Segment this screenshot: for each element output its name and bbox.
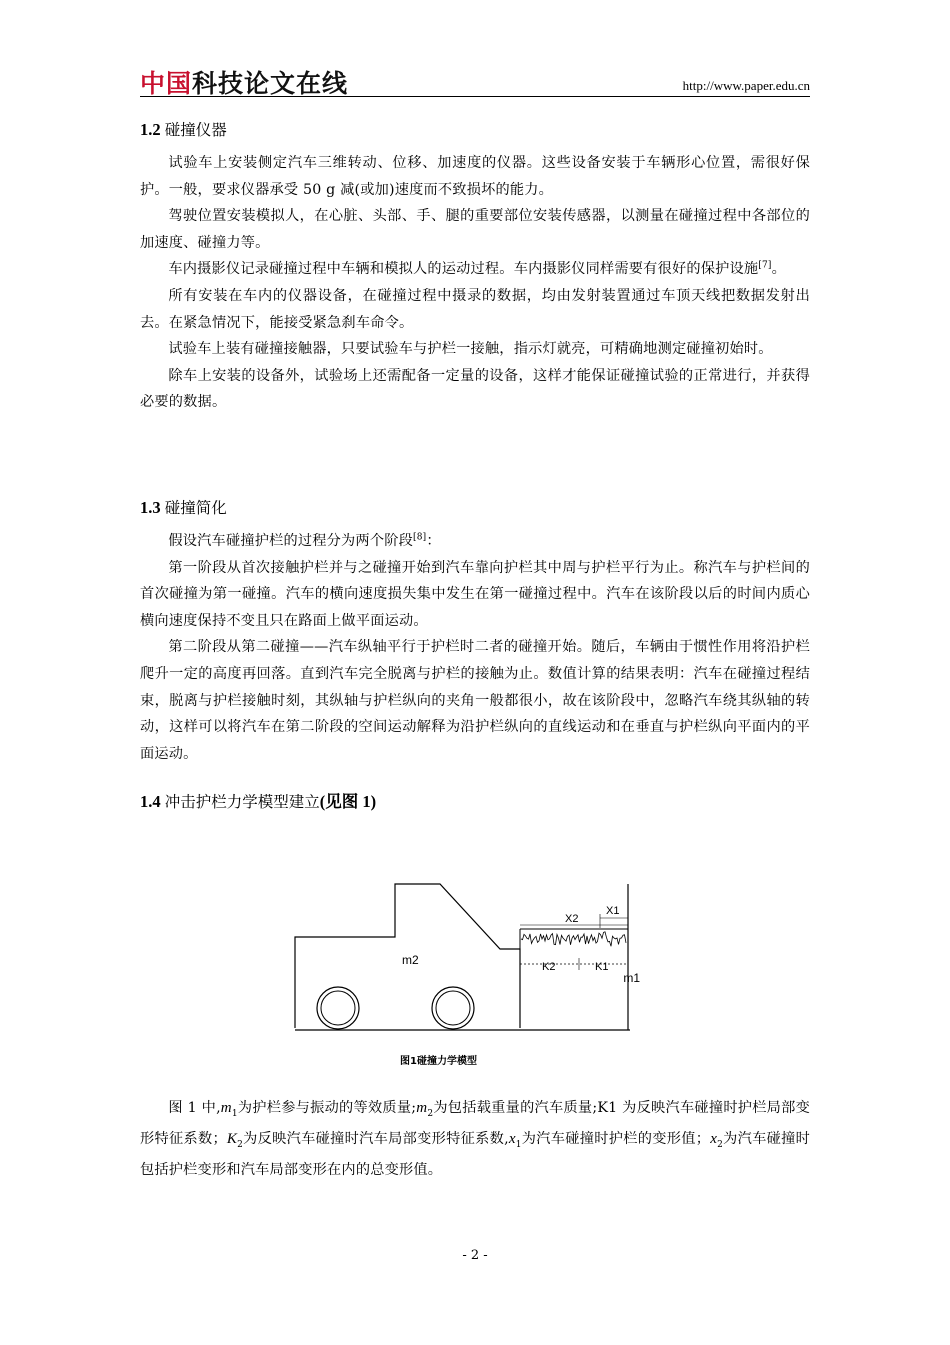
- label-k2: K2: [542, 961, 556, 973]
- section-heading: 1.3 碰撞简化: [140, 498, 227, 517]
- figure-explanation: [140, 1093, 810, 1186]
- label-k1: K1: [595, 961, 609, 973]
- paragraph: 除车上安装的设备外，试验场上还需配备一定量的设备，这样才能保证碰撞试验的正常进行，并获得必要的数据。: [140, 367, 810, 411]
- label-m1: m1: [623, 971, 640, 985]
- paragraph: 试验车上装有碰撞接触器，只要试验车与护栏一接触，指示灯就亮，可精确地测定碰撞初始时。: [168, 341, 773, 358]
- citation[interactable]: [7]: [758, 260, 772, 271]
- collision-model-figure: [290, 882, 640, 1032]
- citation[interactable]: [8]: [412, 532, 427, 543]
- page-number: - 2 -: [462, 1248, 488, 1263]
- page-header: [140, 62, 810, 97]
- section-1-2: [140, 118, 810, 416]
- paragraph: 假设汽车碰撞护栏的过程分为两个阶段[8]：: [168, 532, 441, 549]
- figure-caption: 图1碰撞力学模型: [400, 1056, 477, 1067]
- journal-logo: 中国科技论文在线: [140, 69, 349, 98]
- label-x1: X1: [606, 905, 620, 917]
- front-wheel: [432, 987, 474, 1029]
- spring-k: [521, 932, 626, 947]
- label-x2: X2: [565, 913, 579, 925]
- paragraph: 第二阶段从第二碰撞——汽车纵轴平行于护栏时二者的碰撞开始。随后，车辆由于惯性作用将沿护栏爬升一定的高度再回落。直到汽车完全脱离与护栏的接触为止。数值计算的结果表明：汽车在碰撞过程结束，脱离与护栏接触时刻，其纵轴与护栏纵向的夹角一般都很小，故在该阶段中，忽略汽车绕其纵轴的转动，这样可以将汽车在第二阶段的空间运动解释为沿护栏纵向的直线运动和在垂直与护栏纵向平面内的平面运动。: [140, 639, 810, 762]
- paragraph: 试验车上安装侧定汽车三维转动、位移、加速度的仪器。这些设备安装于车辆形心位置，需很好保护。一般，要求仪器承受 50 g 减(或加)速度而不致损坏的能力。: [140, 155, 810, 198]
- section-1-4: [140, 788, 810, 812]
- paragraph: 图 1 中$,m_1$为护栏参与振动的等效质量$;m_2$为包括载重量的汽车质量;K1 为反映汽车碰撞时护栏局部变形特征系数；$K_2$为反映汽车碰撞时汽车局部变形特征系数$,x_1$为汽车碰撞时护栏的变形值；$x_2$为汽车碰撞时包括护栏变形和汽车局部变形在内的总变形值。: [140, 1100, 811, 1178]
- paragraph: 驾驶位置安装模拟人，在心脏、头部、手、腿的重要部位安装传感器，以测量在碰撞过程中各部位的加速度、碰撞力等。: [140, 208, 810, 251]
- section-1-3: [140, 496, 810, 767]
- paragraph: 第一阶段从首次接触护栏并与之碰撞开始到汽车靠向护栏其中周与护栏平行为止。称汽车与护栏间的首次碰撞为第一碰撞。汽车的横向速度损失集中发生在第一碰撞过程中。汽车在该阶段以后的时间内质心横向速度保持不变且只在路面上做平面运动。: [140, 559, 810, 629]
- label-m2: m2: [402, 953, 419, 967]
- header-url[interactable]: http://www.paper.edu.cn: [682, 78, 810, 93]
- paragraph: 所有安装在车内的仪器设备，在碰撞过程中摄录的数据，均由发射装置通过车顶天线把数据发射出去。在紧急情况下，能接受紧急刹车命令。: [140, 287, 810, 331]
- section-heading: 1.4 冲击护栏力学模型建立(见图 1): [140, 792, 377, 811]
- section-heading: 1.2 碰撞仪器: [140, 120, 227, 139]
- paragraph: 车内摄影仪记录碰撞过程中车辆和模拟人的运动过程。车内摄影仪同样需要有很好的保护设施[7]。: [168, 260, 787, 278]
- rear-wheel: [317, 987, 359, 1029]
